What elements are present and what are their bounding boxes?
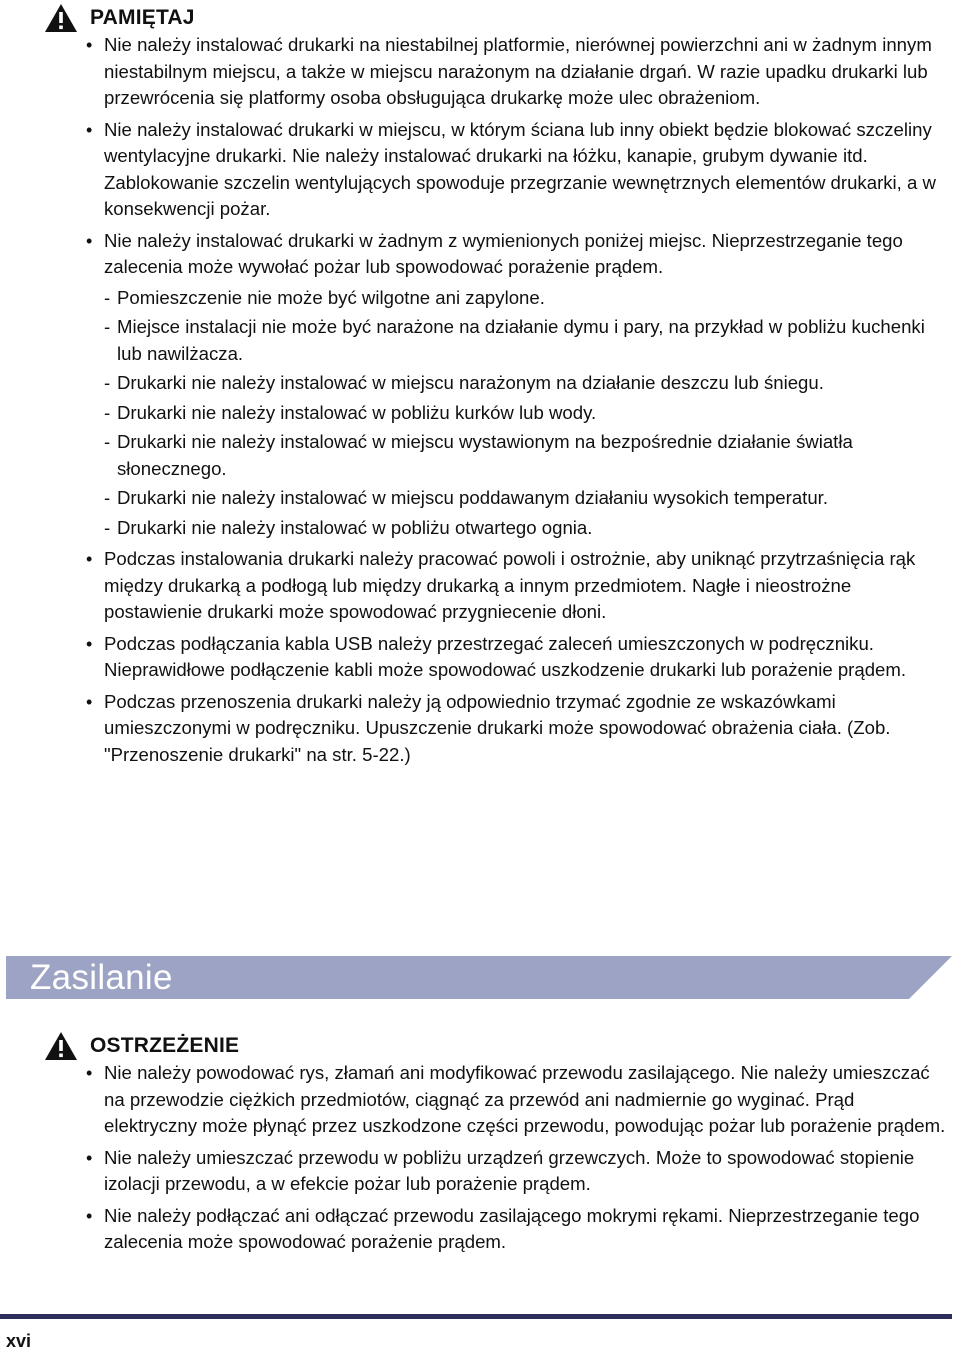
sub-item: - Drukarki nie należy instalować w pobliżu otwartego ognia. — [104, 516, 593, 538]
sub-item: - Drukarki nie należy instalować w pobliżu kurków lub wody. — [104, 401, 597, 423]
bullet-icon: • — [86, 549, 93, 569]
warning-list — [86, 1060, 946, 1261]
caution-item: • Nie należy instalować drukarki na niestabilnej platformie, nierównej powierzchni ani w żadnym innym niestabilnym miejscu, a także w miejscu narażonym na działanie drgań. W razie upadku drukarki lub przewrócenia się platformy osoba obsługująca drukarkę może ulec obrażeniom. — [86, 34, 932, 108]
bullet-icon: • — [86, 119, 93, 140]
bullet-icon: • — [86, 1205, 93, 1226]
sub-item: - Miejsce instalacji nie może być narażone na działanie dymu i pary, na przykład w pobliżu kuchenki lub nawilżacza. — [104, 316, 925, 364]
warning-item: • Nie należy powodować rys, złamań ani modyfikować przewodu zasilającego. Nie należy umieszczać na przewodzie ciężkich przedmiotów, ciągnąć za przewód ani nadmiernie go wyginać. Prąd elektryczny może płynąć przez uszkodzone części przewodu, powodując pożar lub porażenie prądem. — [86, 1062, 946, 1136]
sub-item: - Drukarki nie należy instalować w miejscu poddawanym działaniu wysokich temperatur. — [104, 487, 829, 508]
section-title: Zasilanie — [30, 958, 173, 997]
caution-item: • Podczas przenoszenia drukarki należy ją odpowiednio trzymać zgodnie ze wskazówkami umieszczonymi w podręczniku. Upuszczenie drukarki może spowodować obrażenia ciała. (Zob. "Przenoszenie drukarki" na str. 5-22.) — [86, 690, 891, 765]
bullet-icon: • — [86, 1147, 93, 1168]
bullet-icon: • — [86, 1063, 93, 1083]
caution-item: • Podczas podłączania kabla USB należy przestrzegać zaleceń umieszczonych w podręczniku. Nieprawidłowe podłączenie kabli może spowodować uszkodzenie drukarki lub porażenie prądem. — [86, 632, 907, 680]
caution-list — [86, 32, 946, 773]
section-banner — [6, 956, 952, 999]
warning-item: • Nie należy umieszczać przewodu w pobliżu urządzeń grzewczych. Może to spowodować stopienie izolacji przewodu, a w efekcie pożar lub porażenie prądem. — [86, 1146, 915, 1194]
warning-item: • Nie należy podłączać ani odłączać przewodu zasilającego mokrymi rękami. Nieprzestrzeganie tego zalecenia może spowodować porażenie prądem. — [86, 1204, 920, 1252]
bullet-icon: • — [86, 633, 93, 654]
sub-item: - Drukarki nie należy instalować w miejscu narażonym na działanie deszczu lub śniegu. — [104, 372, 824, 393]
warning-heading — [44, 1031, 239, 1061]
caution-item: • Nie należy instalować drukarki w żadnym z wymienionych poniżej miejsc. Nieprzestrzeganie tego zalecenia może wywołać pożar lub spowodować porażenie prądem. - Pomieszczenie nie może być wilgotne ani zapylone. - Miejsce instalacji nie może być narażone na działanie dymu i pary, na przykład w pobliżu kuchenki lub nawilżacza. - Drukarki nie należy instalować w miejscu narażonym na działanie deszczu lub śniegu. - Drukarki nie należy instalować w pobliżu kurków lub wody. - Drukarki nie należy instalować w miejscu wystawionym na bezpośrednie działanie światła słonecznego. - Drukarki nie należy instalować w miejscu poddawanym działaniu wysokich temperatur. - Drukarki nie należy instalować w pobliżu otwartego ognia. — [86, 228, 946, 542]
caution-item: • Podczas instalowania drukarki należy pracować powoli i ostrożnie, aby uniknąć przytrzaśnięcia rąk między drukarką a podłogą lub między drukarką a innym przedmiotem. Nagłe i nieostrożne postawienie drukarki może spowodować przygniecenie dłoni. — [86, 548, 916, 622]
bullet-icon: • — [86, 230, 93, 251]
bullet-icon: • — [86, 35, 93, 55]
caution-item: • Nie należy instalować drukarki w miejscu, w którym ściana lub inny obiekt będzie blokować szczeliny wentylacyjne drukarki. Nie należy instalować drukarki na łóżku, kanapie, grubym dywanie itd. Zablokowanie szczelin wentylujących spowoduje przegrzanie wewnętrznych elementów drukarki, a w konsekwencji pożar. — [86, 118, 936, 219]
warning-heading-label: OSTRZEŻENIE — [90, 1034, 240, 1057]
warning-triangle-icon — [44, 1031, 78, 1061]
warning-triangle-icon — [44, 3, 78, 33]
location-sub-list — [104, 285, 946, 542]
footer-rule — [0, 1314, 952, 1319]
caution-heading — [44, 3, 195, 33]
sub-item: - Pomieszczenie nie może być wilgotne ani zapylone. — [104, 286, 545, 308]
sub-item: - Drukarki nie należy instalować w miejscu wystawionym na bezpośrednie działanie światła słonecznego. — [104, 431, 853, 479]
page-number: xvi — [6, 1331, 32, 1351]
bullet-icon: • — [86, 691, 93, 712]
caution-heading-label: PAMIĘTAJ — [90, 6, 195, 29]
